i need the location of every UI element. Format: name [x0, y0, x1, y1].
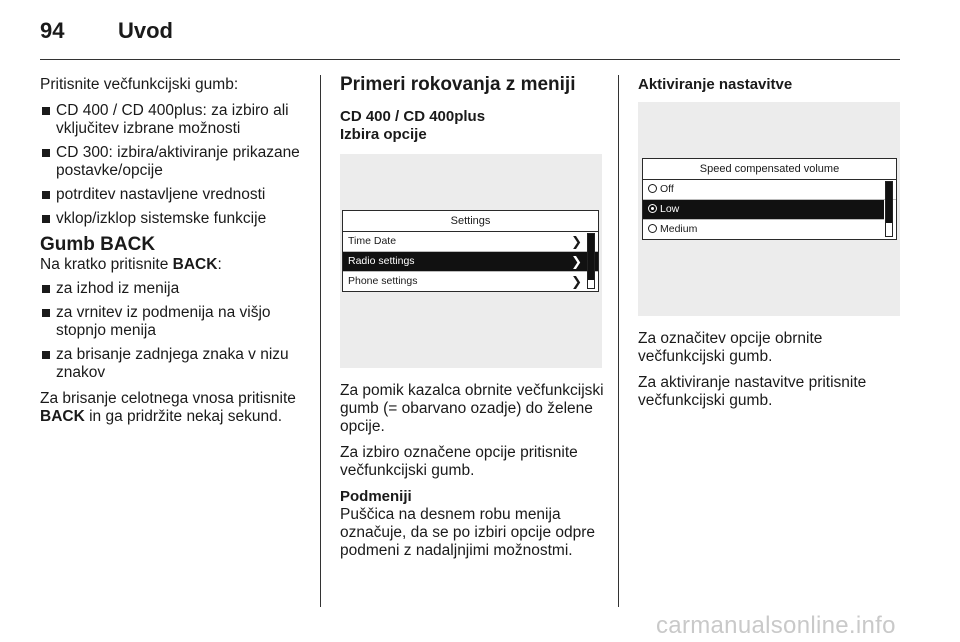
- page-number: 94: [40, 18, 65, 43]
- menu-scrollbar[interactable]: [885, 181, 893, 237]
- list-item: CD 400 / CD 400plus: za izbiro ali vključitev izbrane možnosti: [40, 102, 308, 138]
- back-intro-label: Na kratko pritisnite: [40, 256, 173, 273]
- cursor-instruction: Za pomik kazalca obrnite večfunkcijski gumb (= obarvano ozadje) do želene opcije.: [340, 382, 604, 435]
- list-item: za vrnitev iz podmenija na višjo stopnjo menija: [40, 304, 308, 340]
- chevron-right-icon: ❯: [571, 254, 582, 269]
- select-instruction: Za izbiro označene opcije pritisnite večfunkcijski gumb.: [340, 444, 578, 479]
- settings-menu: [342, 210, 599, 292]
- radio-icon: [648, 184, 657, 193]
- volume-menu: [642, 158, 897, 240]
- highlight-instruction: Za označitev opcije obrnite večfunkcijski gumb.: [638, 330, 823, 365]
- section-heading: Primeri rokovanja z meniji: [340, 74, 576, 95]
- submenu-description: Puščica na desnem robu menija označuje, da se po izbiri opcije odpre podmeni z nadaljnjimi možnostmi.: [340, 506, 596, 559]
- menu-scrollbar[interactable]: [587, 233, 595, 289]
- radio-selected-icon: [648, 204, 657, 213]
- menu-item-time-date[interactable]: [343, 232, 598, 252]
- option-selection-heading: Izbira opcije: [340, 126, 427, 143]
- column-3: [638, 76, 900, 418]
- radio-icon: [648, 224, 657, 233]
- back-intro-colon: :: [217, 256, 222, 273]
- option-label: Low: [660, 203, 680, 215]
- page-title: Uvod: [118, 18, 173, 43]
- option-off[interactable]: [643, 180, 896, 200]
- chevron-right-icon: ❯: [571, 274, 582, 289]
- column-1: [40, 76, 308, 434]
- option-label: Off: [660, 183, 674, 195]
- submenu-heading: Podmeniji: [340, 488, 412, 505]
- activate-instruction: Za aktiviranje nastavitve pritisnite večfunkcijski gumb.: [638, 374, 867, 409]
- menu-item-phone-settings[interactable]: [343, 272, 598, 291]
- intro-text: Pritisnite večfunkcijski gumb:: [40, 76, 239, 93]
- option-medium[interactable]: [643, 220, 896, 239]
- volume-menu-screenshot: [638, 102, 900, 316]
- knob-function-list: [40, 102, 308, 228]
- list-item: za izhod iz menija: [40, 280, 308, 298]
- header-divider: [40, 59, 900, 60]
- column-divider-1: [320, 75, 321, 607]
- menu-item-label: Time Date: [348, 235, 397, 247]
- column-2: [340, 76, 604, 568]
- settings-menu-screenshot: [340, 154, 602, 368]
- activate-setting-heading: Aktiviranje nastavitve: [638, 76, 793, 93]
- back-button-heading: Gumb BACK: [40, 234, 156, 255]
- menu-item-label: Phone settings: [348, 275, 418, 287]
- menu-title: Settings: [343, 211, 598, 232]
- back-intro-text: [40, 256, 308, 274]
- column-divider-2: [618, 75, 619, 607]
- list-item: za brisanje zadnjega znaka v nizu znakov: [40, 346, 308, 382]
- back-keyword: BACK: [40, 408, 85, 425]
- option-label: Medium: [660, 223, 698, 235]
- scrollbar-thumb[interactable]: [886, 182, 892, 223]
- watermark-text: carmanualsonline.info: [656, 612, 896, 639]
- back-keyword: BACK: [172, 256, 218, 273]
- menu-item-label: Radio settings: [348, 255, 415, 267]
- list-item: CD 300: izbira/aktiviranje prikazane postavke/opcije: [40, 144, 308, 180]
- list-item: vklop/izklop sistemske funkcije: [40, 210, 308, 228]
- back-hold-post: in ga pridržite nekaj sekund.: [84, 408, 283, 425]
- model-subheading: CD 400 / CD 400plus: [340, 108, 486, 125]
- menu-title: Speed compensated volume: [643, 159, 896, 180]
- option-low[interactable]: [643, 200, 884, 220]
- chevron-right-icon: ❯: [571, 234, 582, 249]
- back-function-list: [40, 280, 308, 382]
- list-item: potrditev nastavljene vrednosti: [40, 186, 308, 204]
- menu-item-radio-settings[interactable]: [343, 252, 598, 272]
- back-hold-text: [40, 390, 308, 426]
- scrollbar-thumb[interactable]: [588, 234, 594, 280]
- back-hold-pre: Za brisanje celotnega vnosa pritisnite: [40, 390, 296, 407]
